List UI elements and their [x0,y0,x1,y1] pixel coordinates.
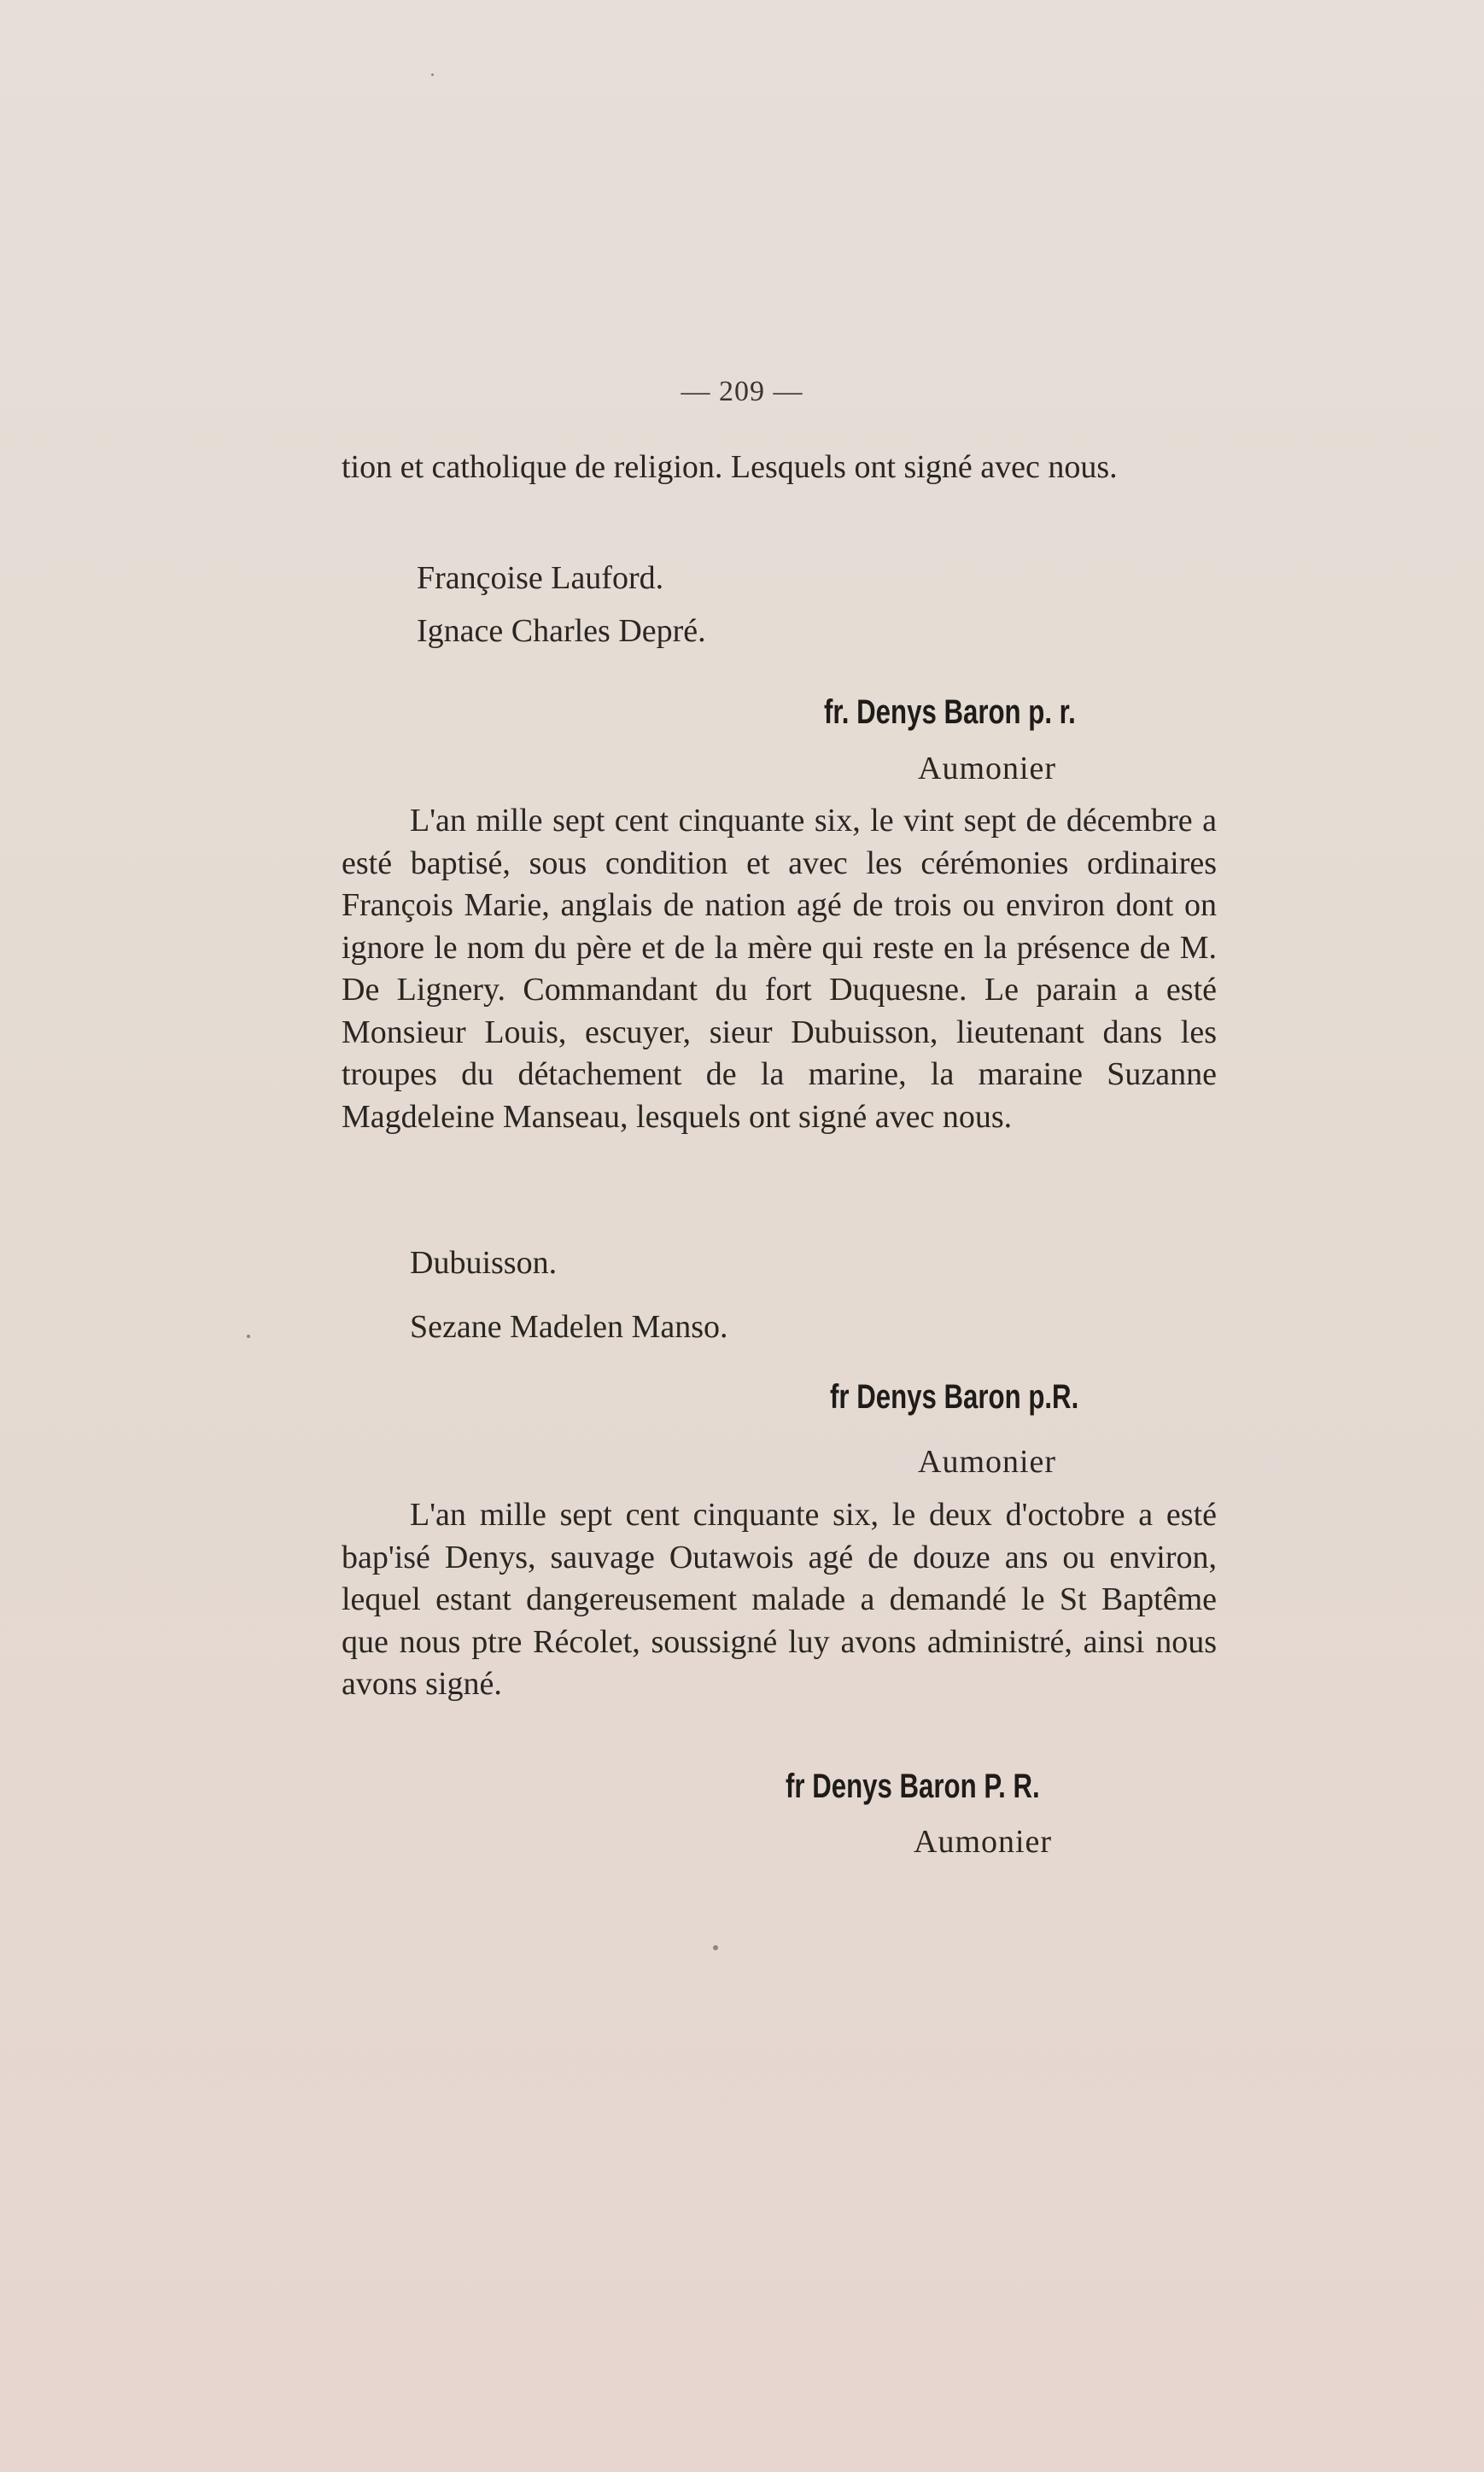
baptism-record-paragraph [342,1494,1217,1706]
ink-speck [431,73,434,76]
baptism-record-text: L'an mille sept cent cinquante six, le deux d'octobre a esté bap'isé Denys, sauvage Outawois agé de douze ans ou environ, lequel estant dangereusement malade a demandé le St Baptême que nous ptre Récolet, soussigné luy avons administré, ainsi nous avons signé. [342,1497,1217,1702]
godmother-signature: Françoise Lauford. [417,560,664,596]
officiant-signature: fr. Denys Baron p. r. [824,693,1076,731]
officiant-title: Aumonier [914,1824,1053,1860]
ink-speck [247,1335,250,1338]
page-number: — 209 — [681,376,803,407]
officiant-signature: fr Denys Baron P. R. [786,1768,1040,1805]
godfather-signature: Ignace Charles Depré. [417,613,706,649]
baptism-record-text: L'an mille sept cent cinquante six, le vint sept de décembre a esté baptisé, sous condition et avec les cérémonies ordinaires François Marie, anglais de nation agé de trois ou environ dont on ignore le nom du père et de la mère qui reste en la présence de M. De Lignery. Commandant du fort Duquesne. Le parain a esté Monsieur Louis, escuyer, sieur Dubuisson, lieutenant dans les troupes du détachement de la marine, la maraine Suzanne Magdeleine Manseau, lesquels ont signé avec nous. [342,803,1217,1135]
officiant-title: Aumonier [918,1444,1057,1480]
continuation-paragraph [342,447,1217,489]
godfather-signature: Dubuisson. [410,1245,558,1281]
officiant-title: Aumonier [918,751,1057,786]
godmother-signature: Sezane Madelen Manso. [410,1309,728,1345]
continuation-text: tion et catholique de religion. Lesquels ont signé avec nous. [342,449,1118,485]
officiant-signature: fr Denys Baron p.R. [830,1378,1079,1416]
ink-speck [713,1945,718,1950]
baptism-record-paragraph [342,800,1217,1138]
